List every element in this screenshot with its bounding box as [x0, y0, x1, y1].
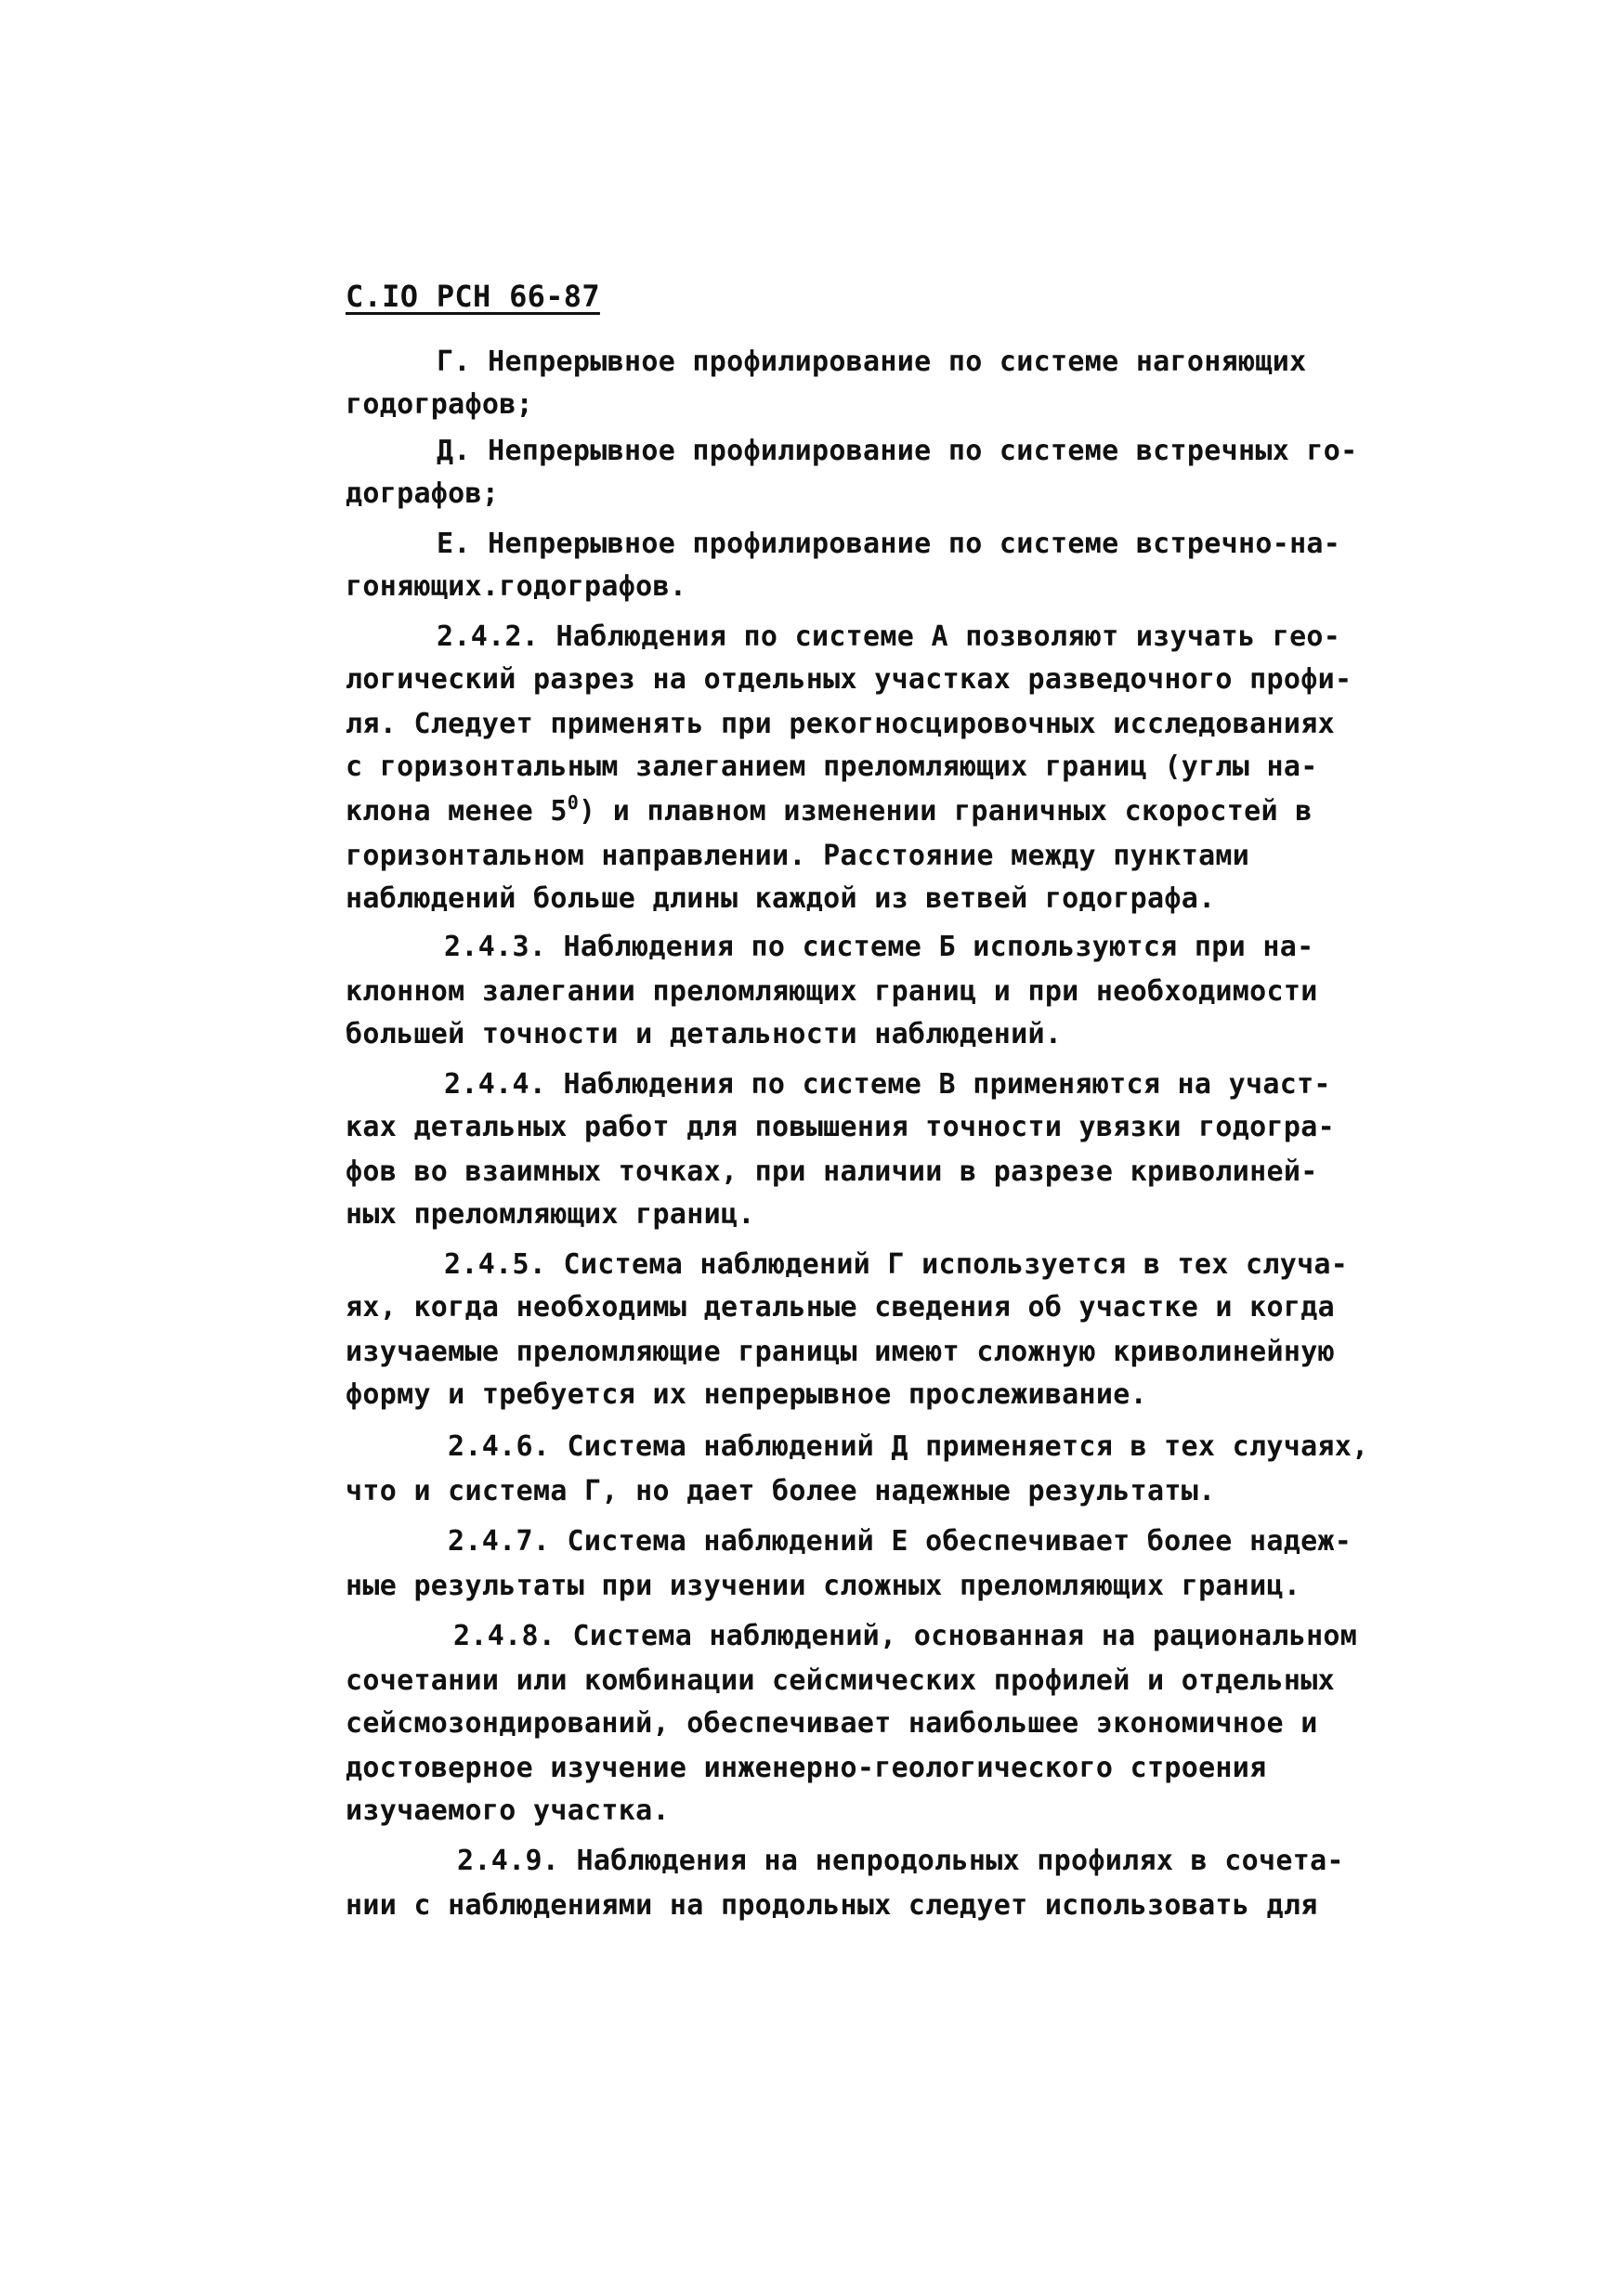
text-line: 2.4.6. Система наблюдений Д применяется в тех случаях, — [448, 1430, 1369, 1463]
text-line: дографов; — [346, 477, 500, 510]
text-segment: ) и плавном изменении граничных скоростей в — [579, 795, 1313, 828]
text-line: ях, когда необходимы детальные сведения об участке и когда — [346, 1291, 1335, 1324]
text-line: ные результаты при изучении сложных преломляющих границ. — [346, 1570, 1301, 1602]
text-line: с горизонтальным залеганием преломляющих границ (углы на- — [346, 750, 1318, 783]
page-header: С.IO РСН 66-87 — [346, 279, 600, 314]
text-line: достоверное изучение инженерно-геологического строения — [346, 1752, 1267, 1784]
text-line: ля. Следует применять при рекогносцировочных исследованиях — [346, 708, 1335, 740]
text-line: наблюдений больше длины каждой из ветвей годографа. — [346, 882, 1216, 915]
text-line: нии с наблюдениями на продольных следует использовать для — [346, 1889, 1318, 1922]
text-line — [346, 791, 1313, 828]
text-line: 2.4.2. Наблюдения по системе А позволяют изучать гео- — [437, 620, 1341, 653]
text-line: клонном залегании преломляющих границ и при необходимости — [346, 975, 1318, 1008]
text-line: что и система Г, но дает более надежные результаты. — [346, 1475, 1216, 1507]
text-line: логический разрез на отдельных участках разведочного профи- — [346, 663, 1352, 696]
text-line: горизонтальном направлении. Расстояние между пунктами — [346, 840, 1250, 872]
text-line: изучаемого участка. — [346, 1794, 670, 1827]
text-line: 2.4.7. Система наблюдений Е обеспечивает более надеж- — [448, 1525, 1352, 1558]
text-line: фов во взаимных точках, при наличии в разрезе криволиней- — [346, 1155, 1318, 1188]
text-line: 2.4.5. Система наблюдений Г используется в тех случа- — [444, 1248, 1349, 1281]
text-line: 2.4.9. Наблюдения на непродольных профилях в сочета- — [457, 1845, 1344, 1877]
text-line: 2.4.3. Наблюдения по системе Б используются при на- — [444, 931, 1314, 963]
text-line: годографов; — [346, 388, 533, 421]
text-line: Г. Непрерывное профилирование по системе нагоняющих — [437, 346, 1307, 378]
text-line: ках детальных работ для повышения точности увязки годогра- — [346, 1111, 1335, 1143]
text-segment: клона менее 5 — [346, 795, 568, 828]
text-line: форму и требуется их непрерывное прослеживание. — [346, 1378, 1147, 1411]
text-line: Е. Непрерывное профилирование по системе встречно-на- — [437, 528, 1341, 560]
text-line: Д. Непрерывное профилирование по системе встречных го- — [437, 435, 1358, 467]
text-line: изучаемые преломляющие границы имеют сложную криволинейную — [346, 1336, 1335, 1368]
text-line: 2.4.4. Наблюдения по системе В применяются на участ- — [444, 1068, 1331, 1101]
superscript-degree: 0 — [567, 791, 580, 814]
text-line: ных преломляющих границ. — [346, 1198, 755, 1231]
text-line: сейсмозондирований, обеспечивает наибольшее экономичное и — [346, 1707, 1318, 1740]
text-line: 2.4.8. Система наблюдений, основанная на рациональном — [453, 1620, 1358, 1652]
text-line: сочетании или комбинации сейсмических профилей и отдельных — [346, 1664, 1335, 1697]
text-line: гоняющих.годографов. — [346, 570, 687, 603]
text-line: большей точности и детальности наблюдений. — [346, 1018, 1063, 1050]
